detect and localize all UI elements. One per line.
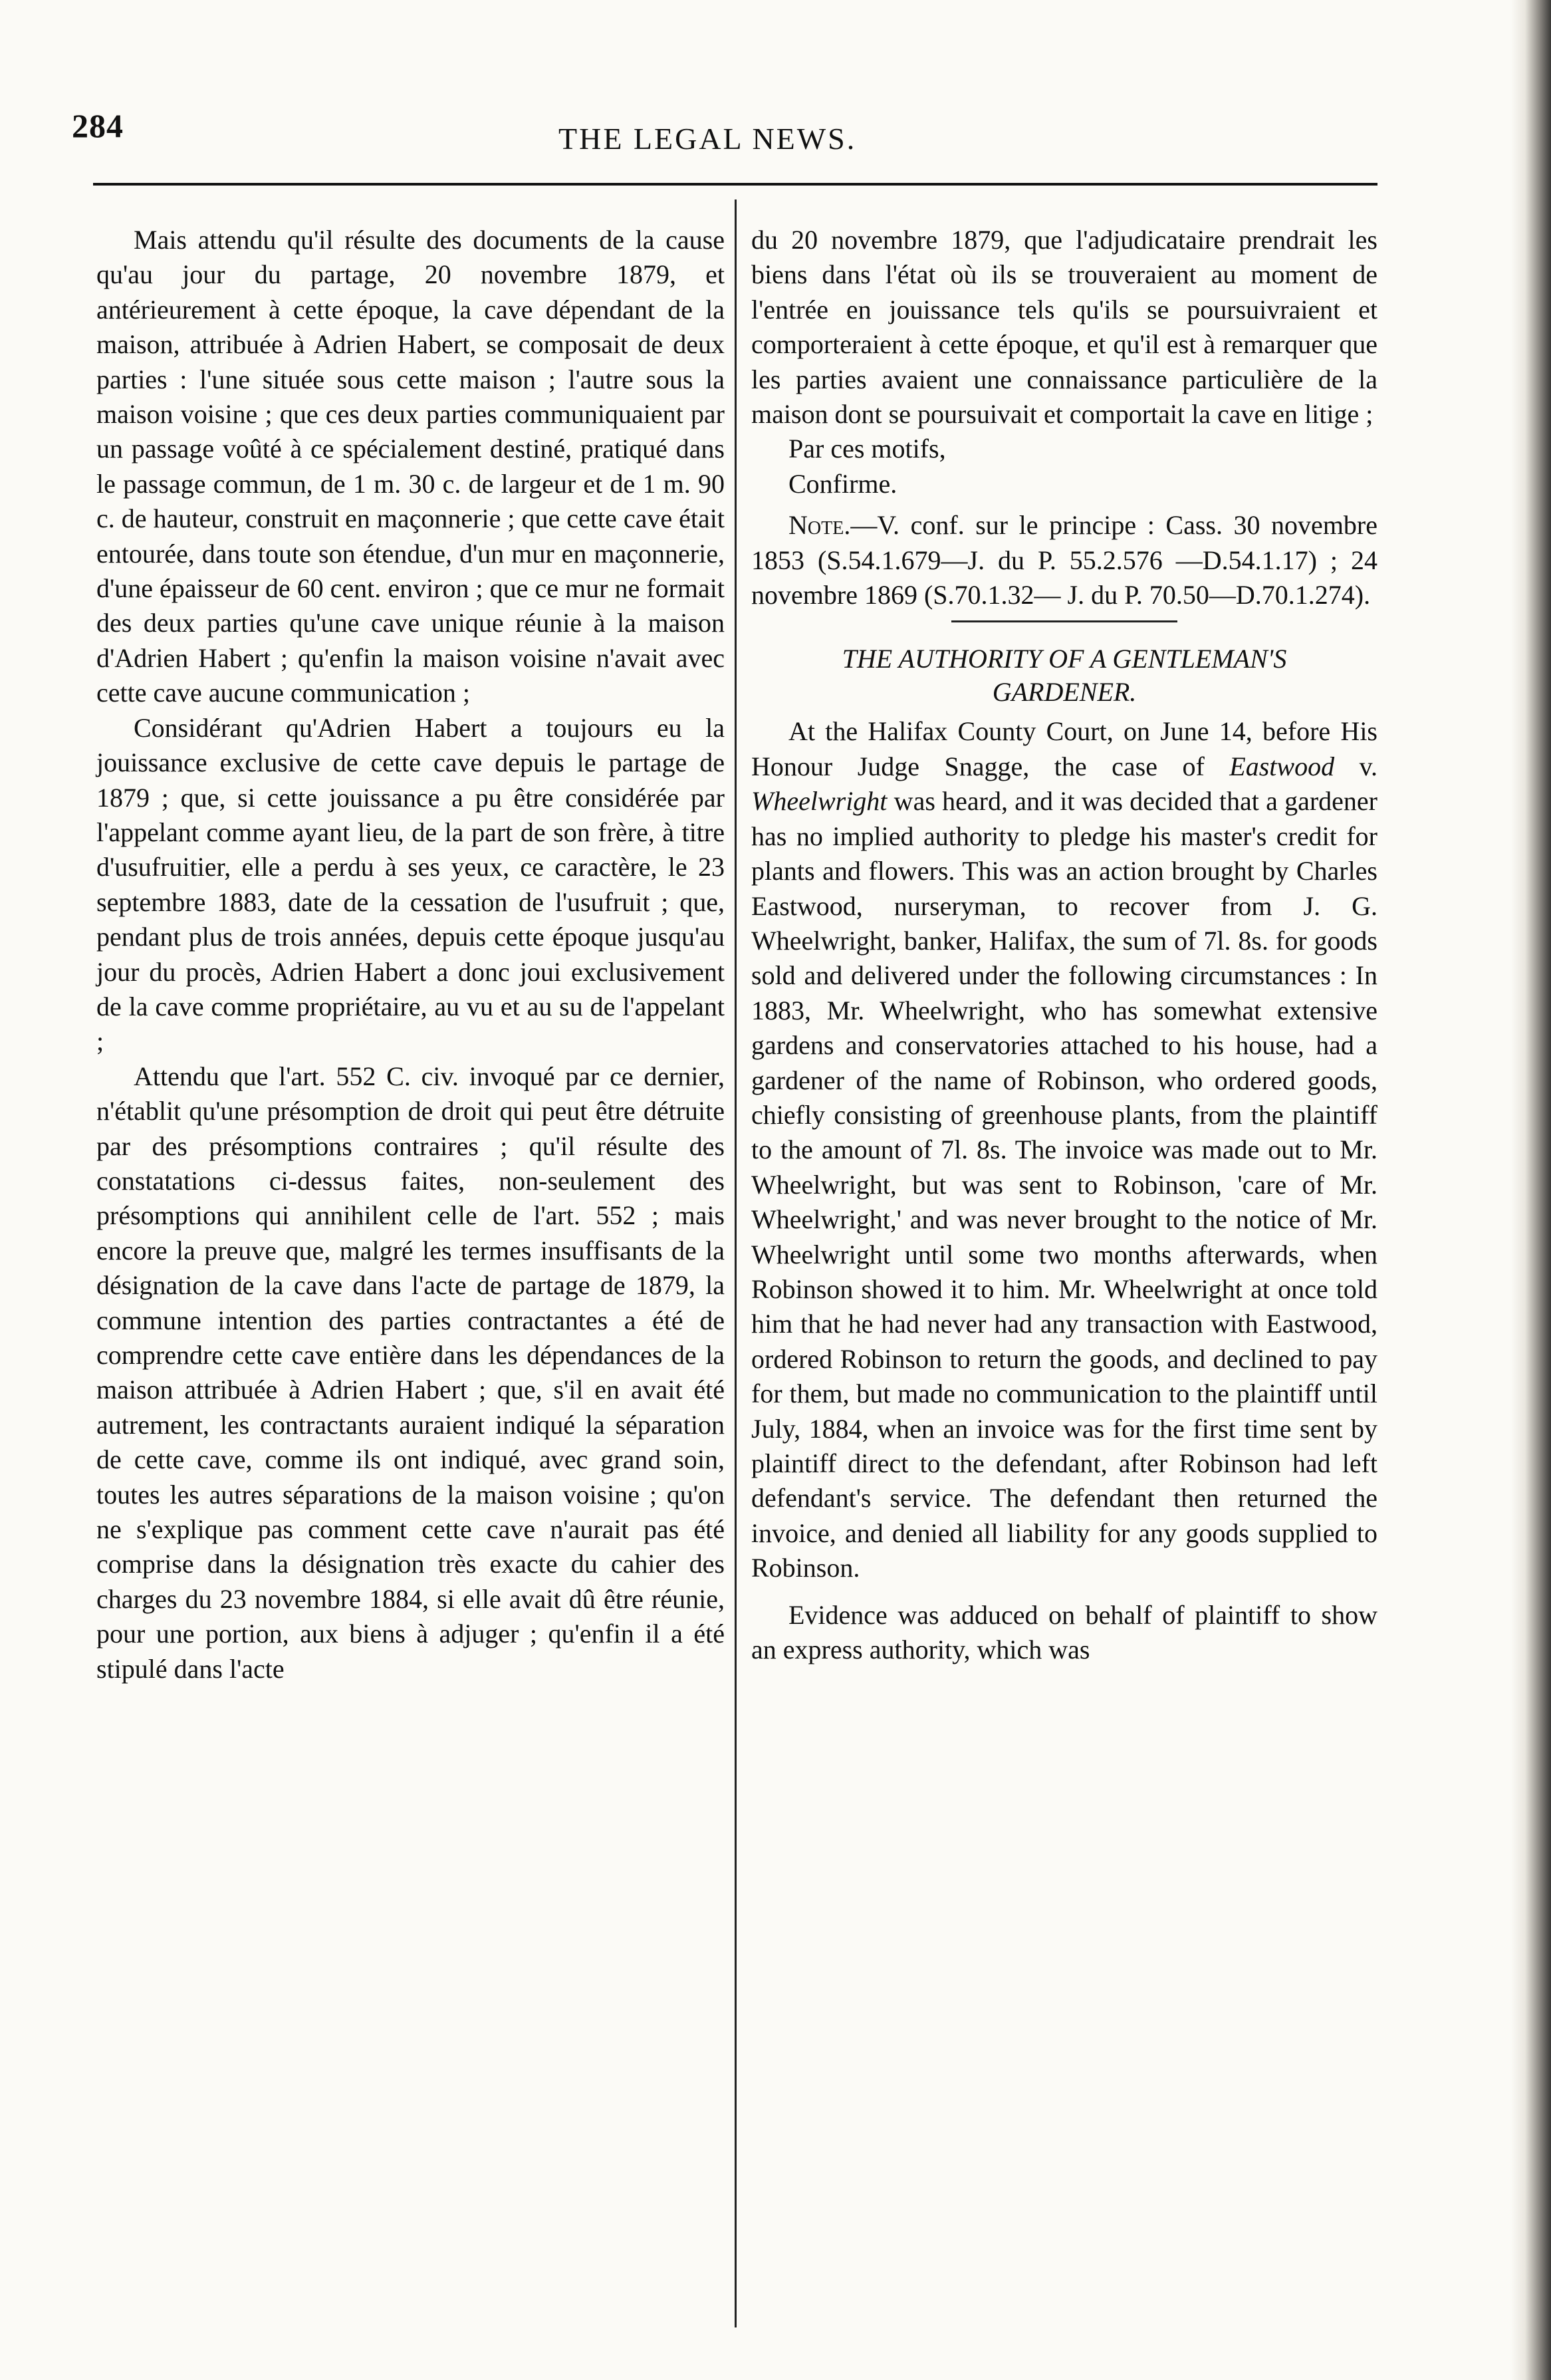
- left-column: [96, 223, 725, 1686]
- article-paragraph-1: [751, 714, 1377, 1585]
- page-number: 284: [72, 107, 124, 144]
- case-v: v.: [1334, 751, 1377, 781]
- note-text: —V. conf. sur le principe : Cass. 30 novembre 1853 (S.54.1.679—J. du P. 55.2.576 —D.54.1.17) ; 24 novembre 1869 (S.70.1.32— J. du P. 70.50—D.70.1.274).: [751, 510, 1377, 610]
- section-rule: [951, 620, 1177, 622]
- note-label: Note.: [788, 510, 851, 541]
- left-paragraph-1: Mais attendu qu'il résulte des documents de la cause qu'au jour du partage, 20 novembre 1879, et antérieurement à cette époque, la cave dépendant de la maison, attribuée à Adrien Habert, se composait de deux parties : l'une située sous cette maison ; l'autre sous la maison voisine ; que ces deux parties communiquaient par un passage voûté à ce spécialement destiné, pratiqué dans le passage commun, de 1 m. 30 c. de largeur et de 1 m. 90 c. de hauteur, construit en maçonnerie ; que cette cave était entourée, dans toute son étendue, d'un mur en maçonnerie, d'une épaisseur de 60 cent. environ ; que ce mur ne formait des deux parties qu'une cave unique réunie à la maison d'Adrien Habert ; qu'enfin la maison voisine n'avait avec cette cave aucune communication ;: [96, 225, 725, 708]
- right-column: [751, 223, 1377, 1667]
- right-continuation: du 20 novembre 1879, que l'adjudicataire prendrait les biens dans l'état où ils se trouveraient au moment de l'entrée en jouissance tels qu'ils se poursuivraient et comporteraient à cette époque, et qu'il est à remarquer que les parties avaient une connaissance particulière de la maison dont se poursuivait et comportait la cave en litige ;: [751, 225, 1377, 430]
- article-title-line-2: GARDENER.: [992, 677, 1137, 708]
- left-paragraph-3: Attendu que l'art. 552 C. civ. invoqué par ce dernier, n'établit qu'une présomption de droit qui peut être détruite par des présomptions contraires ; qu'il résulte des constatations ci-dessus faites, non-seulement des présomptions qui annihilent celle de l'art. 552 ; mais encore la preuve que, malgré les termes insuffisants de la désignation de la cave dans l'acte de partage de 1879, la commune intention des parties contractantes a été de comprendre cette cave entière dans les dépendances de la maison attribuée à Adrien Habert ; que, s'il en avait été autrement, les contractants auraient indiqué la séparation de cette cave, comme ils ont indiqué, avec grand soin, toutes les autres séparations de la maison voisine ; qu'on ne s'explique pas comment cette cave n'aurait pas été comprise dans la désignation très exacte du cahier des charges du 23 novembre 1884, si elle avait dû être réunie, pour une portion, aux biens à adjuger ; qu'enfin il a été stipulé dans l'acte: [96, 1061, 725, 1684]
- article-p1-start: At the Halifax County Court, on June 14, before His Honour Judge Snagge, the case of: [751, 716, 1377, 781]
- confirme-line: Confirme.: [788, 468, 897, 499]
- case-party-1: Eastwood: [1229, 751, 1335, 781]
- note-paragraph: [751, 508, 1377, 612]
- scan-edge-shadow: [1511, 0, 1551, 2380]
- column-divider: [735, 199, 737, 2327]
- article-title-line-1: THE AUTHORITY OF A GENTLEMAN'S: [842, 644, 1287, 674]
- header-rule: [93, 183, 1377, 186]
- running-title: THE LEGAL NEWS.: [558, 122, 857, 156]
- article-title: [751, 642, 1377, 709]
- motifs-line: Par ces motifs,: [788, 434, 946, 464]
- article-paragraph-2: Evidence was adduced on behalf of plaintiff to show an express authority, which was: [751, 1599, 1377, 1665]
- article-p1-rest: was heard, and it was decided that a gardener has no implied authority to pledge his master's credit for plants and flowers. This was an action brought by Charles Eastwood, nurseryman, to recover from J. G. Wheelwright, banker, Halifax, the sum of 7l. 8s. for goods sold and delivered under the following circumstances : In 1883, Mr. Wheelwright, who has somewhat extensive gardens and conservatories attached to his house, had a gardener of the name of Robinson, who ordered goods, chiefly consisting of greenhouse plants, from the plaintiff to the amount of 7l. 8s. The invoice was made out to Mr. Wheelwright, but was sent to Robinson, 'care of Mr. Wheelwright,' and was never brought to the notice of Mr. Wheelwright until some two months afterwards, when Robinson showed it to him. Mr. Wheelwright at once told him that he had never had any transaction with Eastwood, ordered Robinson to return the goods, and declined to pay for them, but made no communication to the plaintiff until July, 1884, when an invoice was for the first time sent by plaintiff direct to the defendant, after Robinson had left defendant's service. The defendant then returned the invoice, and denied all liability for any goods supplied to Robinson.: [751, 786, 1377, 1583]
- case-party-2: Wheelwright: [751, 786, 888, 817]
- left-paragraph-2: Considérant qu'Adrien Habert a toujours eu la jouissance exclusive de cette cave depuis le partage de 1879 ; que, si cette jouissance a pu être considérée par l'appelant comme ayant lieu, de la part de son frère, à titre d'usufruitier, elle a perdu à ses yeux, ce caractère, le 23 septembre 1883, date de la cessation de l'usufruit ; que, pendant plus de trois années, depuis cette époque jusqu'au jour du procès, Adrien Habert a donc joui exclusivement de la cave comme propriétaire, au vu et au su de l'appelant ;: [96, 712, 725, 1057]
